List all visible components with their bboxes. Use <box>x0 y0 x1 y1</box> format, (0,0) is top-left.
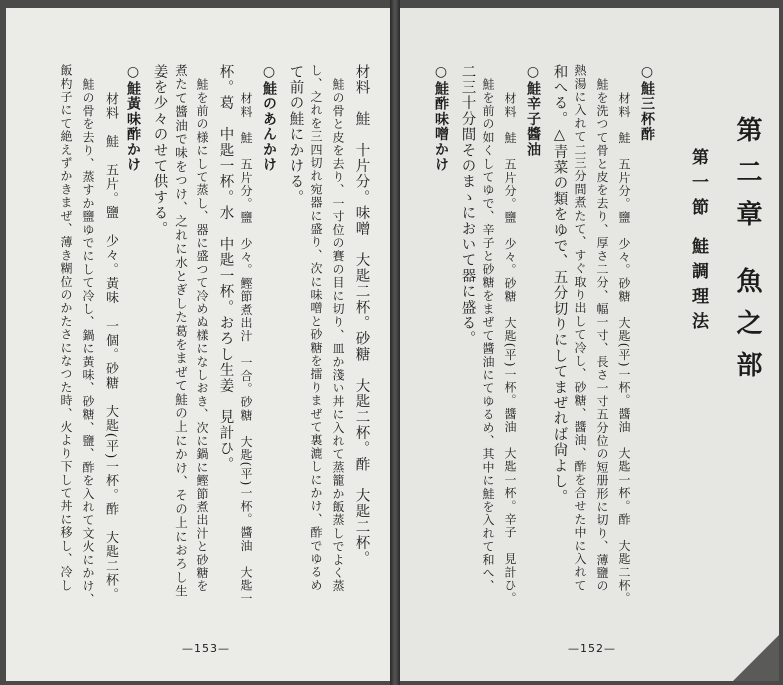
text-column: て前の鮭にかける。 <box>287 64 304 206</box>
text-column: 鮭を前の如くしてゆで、辛子と砂糖をまぜて醬油にてゆるめ、其中に鮭を入れて和へ、 <box>481 78 495 593</box>
text-column: 姜を少々のせて供する。 <box>151 64 168 237</box>
text-column: 材料 鮭 五片。鹽 少々。黃味 一個。砂糖 大匙(平)一杯。酢 大匙二杯。 <box>103 92 118 602</box>
text-column: 飯杓子にて絶えずかきまぜ、薄き糊位のかたさになつた時、火より下して丼に移し、冷し <box>59 64 73 592</box>
recipe-heading: ○鮭三杯酢 <box>639 64 655 142</box>
text-column: 鮭を洗つて骨と皮を去り、厚さ二分、幅一寸、長さ一寸五分位の短册形に切り、薄鹽の <box>595 78 609 593</box>
text-column: 二三十分間そのまゝにおいて器に盛る。 <box>459 64 476 347</box>
recipe-heading: ○鮭黃味酢かけ <box>125 64 141 173</box>
page-number: —152— <box>568 642 616 655</box>
page-152 <box>400 8 779 681</box>
text-column: 鮭の骨を去り、蒸すか鹽ゆでにして冷し、鍋に黃味、砂糖、鹽、酢を入れて文火にかけ、 <box>81 78 95 606</box>
page-corner-fold <box>733 635 779 681</box>
recipe-heading: ○鮭のあんかけ <box>261 64 277 173</box>
text-column: 鮭を前の様にして蒸し、器に盛つて冷めぬ樣になしおき、次に鍋に鰹節煮出汁と砂糖を <box>195 78 209 593</box>
book-gutter <box>390 0 400 685</box>
page-number: —153— <box>182 642 230 655</box>
text-column: 材料 鮭 十片分。味噌 大匙二杯。砂糖 大匙二杯。酢 大匙二杯。 <box>353 64 370 567</box>
chapter-title: 第二章 魚之部 <box>732 116 762 394</box>
text-column: 材料 鮭 五片分。鹽 少々。鰹節煮出汁 一合。砂糖 大匙(平)一杯。醬油 大匙一 <box>239 92 253 606</box>
text-column: 材料 鮭 五片分。鹽 少々。砂糖 大匙(平)一杯。醬油 大匙一杯。辛子 見計ひ。 <box>503 92 517 606</box>
text-column: 材料 鮭 五片分。鹽 少々。砂糖 大匙(平)一杯。醬油 大匙一杯。酢 大匙二杯。 <box>617 92 631 606</box>
text-column: 煮たて醬油で味をつけ、之れに水とぎした葛をまぜて鮭の上にかけ、その上におろし生 <box>173 64 189 599</box>
text-column: 杯。葛 中匙一杯。水 中匙一杯。おろし生姜 見計ひ。 <box>217 64 234 473</box>
section-title: 第一節 鮭調理法 <box>688 148 708 337</box>
text-column: し、之れを三四切れ宛器に盛り、次に味噌と砂糖を擂りまぜて裏漉しにかけ、酢でゆるめ <box>309 64 323 592</box>
text-column: 和へる。△青菜の類をゆで、五分切りにしてまぜれば尙よし。 <box>551 64 568 506</box>
page-153 <box>6 8 390 681</box>
text-column: 熱湯に入れて二三分間煮たて、すぐ取り出して冷し、砂糖、醬油、酢を合せた中に入れて <box>573 64 587 592</box>
recipe-heading: ○鮭酢味噌かけ <box>433 64 449 173</box>
recipe-heading: ○鮭辛子醬油 <box>525 64 541 158</box>
text-column: 鮭の骨と皮を去り、一寸位の賽の目に切り、皿か淺い丼に入れて蒸籠か飯蒸しでよく蒸 <box>331 78 345 593</box>
